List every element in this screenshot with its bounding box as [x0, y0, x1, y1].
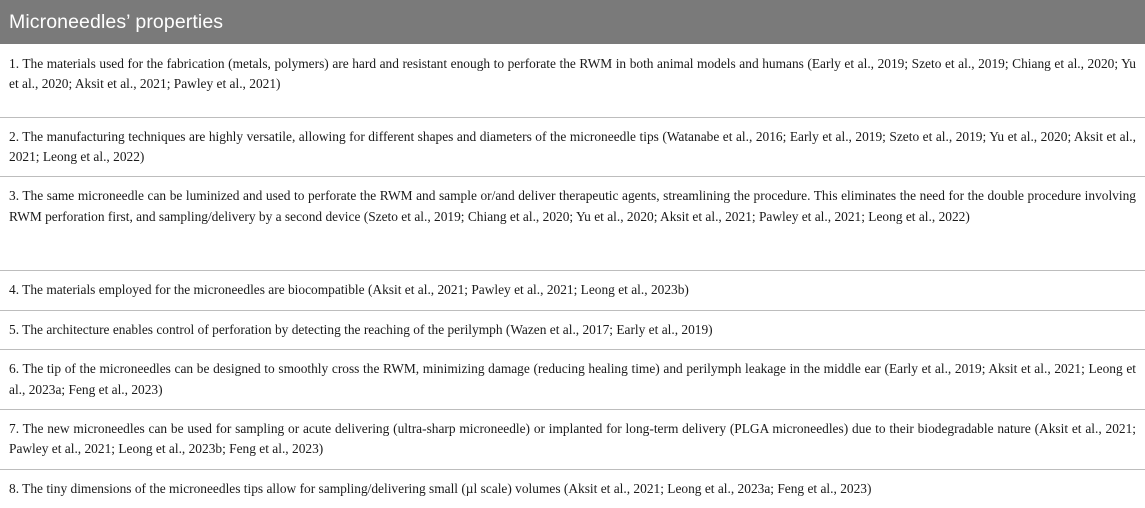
table-body	[0, 44, 1145, 508]
property-5: 5. The architecture enables control of perforation by detecting the reaching of the perilymph (Wazen et al., 2017; Early et al., 2019)	[0, 310, 1145, 349]
property-2: 2. The manufacturing techniques are highly versatile, allowing for different shapes and diameters of the microneedle tips (Watanabe et al., 2016; Early et al., 2019; Szeto et al., 2019; Yu et al., 2020; Aksit et al., 2021; Leong et al., 2022)	[0, 117, 1145, 177]
table-row	[0, 469, 1145, 508]
property-1: 1. The materials used for the fabrication (metals, polymers) are hard and resistant enough to perforate the RWM in both animal models and humans (Early et al., 2019; Szeto et al., 2019; Chiang et al., 2020; Yu et al., 2020; Aksit et al., 2021; Pawley et al., 2021)	[0, 44, 1145, 117]
property-6: 6. The tip of the microneedles can be designed to smoothly cross the RWM, minimizing damage (reducing healing time) and perilymph leakage in the middle ear (Early et al., 2019; Aksit et al., 2021; Leong et al., 2023a; Feng et al., 2023)	[0, 350, 1145, 410]
table-row	[0, 271, 1145, 310]
table-row	[0, 409, 1145, 469]
property-4: 4. The materials employed for the microneedles are biocompatible (Aksit et al., 2021; Pawley et al., 2021; Leong et al., 2023b)	[0, 271, 1145, 310]
table-row	[0, 117, 1145, 177]
table-title: Microneedles’ properties	[0, 0, 1145, 44]
table-row	[0, 177, 1145, 271]
property-8: 8. The tiny dimensions of the microneedles tips allow for sampling/delivering small (µl scale) volumes (Aksit et al., 2021; Leong et al., 2023a; Feng et al., 2023)	[9, 480, 872, 496]
table-row	[0, 350, 1145, 410]
table-row	[0, 310, 1145, 349]
table-row	[0, 44, 1145, 117]
property-7: 7. The new microneedles can be used for sampling or acute delivering (ultra-sharp microneedle) or implanted for long-term delivery (PLGA microneedles) due to their biodegradable nature (Aksit et al., 2021; Pawley et al., 2021; Leong et al., 2023b; Feng et al., 2023)	[0, 409, 1145, 469]
table-header	[0, 0, 1145, 44]
property-3: 3. The same microneedle can be luminized and used to perforate the RWM and sample or/and deliver therapeutic agents, streamlining the procedure. This eliminates the need for the double procedure involving RWM perforation first, and sampling/delivery by a second device (Szeto et al., 2019; Chiang et al., 2020; Yu et al., 2020; Aksit et al., 2021; Pawley et al., 2021; Leong et al., 2022)	[0, 177, 1145, 271]
header-row	[0, 0, 1145, 44]
